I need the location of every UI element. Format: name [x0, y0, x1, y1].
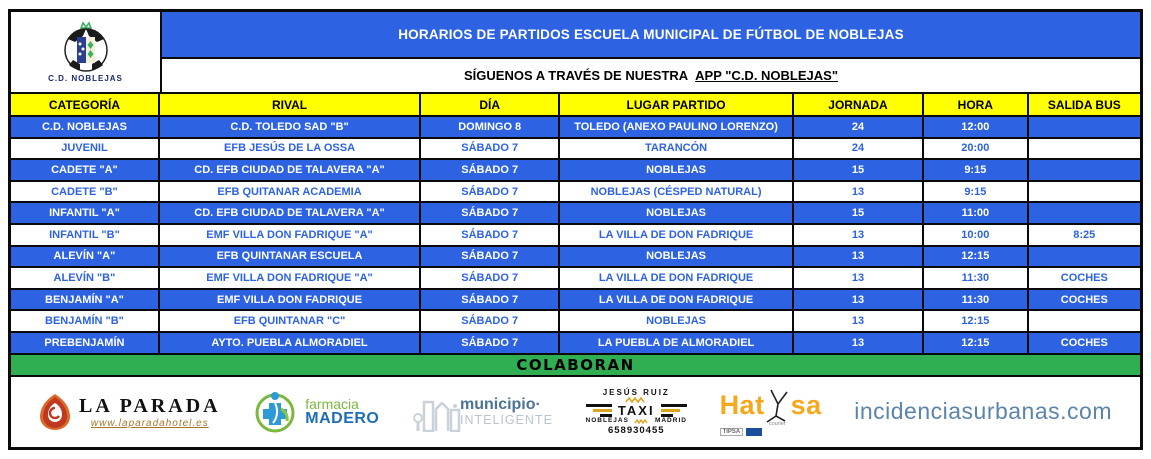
- table-header-row: [11, 94, 1140, 115]
- cell-jornada: 15: [794, 160, 922, 180]
- column-header: RIVAL: [160, 94, 419, 115]
- cell-rival: EMF VILLA DON FADRIQUE "A": [160, 225, 419, 245]
- cell-categoria: CADETE "B": [11, 182, 158, 202]
- column-header: HORA: [924, 94, 1027, 115]
- cell-hora: 12:15: [924, 311, 1027, 331]
- cell-hora: 9:15: [924, 182, 1027, 202]
- la-parada-url[interactable]: www.laparadahotel.es: [90, 417, 209, 429]
- cell-jornada: 13: [794, 268, 922, 288]
- cell-rival: EFB QUINTANAR "C": [160, 311, 419, 331]
- cell-jornada: 13: [794, 247, 922, 267]
- cell-lugar: LA PUEBLA DE ALMORADIEL: [560, 333, 792, 353]
- column-header: SALIDA BUS: [1029, 94, 1140, 115]
- table-row: [11, 268, 1140, 288]
- cell-hora: 12:15: [924, 247, 1027, 267]
- cell-dia: SÁBADO 7: [421, 160, 558, 180]
- header: [11, 12, 1140, 92]
- municipio-skyline-icon: [412, 392, 466, 432]
- table-row: [11, 182, 1140, 202]
- cell-hora: 20:00: [924, 139, 1027, 159]
- cell-salida_bus: [1029, 247, 1140, 267]
- hatysa-courier-label: courier: [768, 420, 786, 427]
- cell-dia: SÁBADO 7: [421, 182, 558, 202]
- hatysa-part2: sa: [790, 390, 822, 421]
- club-crest: [11, 12, 160, 92]
- sponsor-la-parada: [39, 393, 221, 431]
- cell-dia: SÁBADO 7: [421, 333, 558, 353]
- cell-hora: 9:15: [924, 160, 1027, 180]
- cell-categoria: INFANTIL "A": [11, 203, 158, 223]
- app-link[interactable]: APP "C.D. NOBLEJAS": [695, 68, 838, 83]
- cell-salida_bus: [1029, 203, 1140, 223]
- club-crest-icon: [57, 21, 115, 73]
- cell-jornada: 24: [794, 117, 922, 137]
- table-row: [11, 117, 1140, 137]
- column-header: JORNADA: [794, 94, 922, 115]
- schedule-sheet: [8, 9, 1143, 450]
- cell-rival: EFB QUITANAR ACADEMIA: [160, 182, 419, 202]
- cell-lugar: LA VILLA DE DON FADRIQUE: [560, 225, 792, 245]
- club-name: C.D. NOBLEJAS: [48, 74, 123, 83]
- taxi-word: TAXI: [617, 402, 655, 418]
- hatysa-blue-badge-icon: [746, 428, 762, 436]
- cell-dia: SÁBADO 7: [421, 203, 558, 223]
- cell-jornada: 13: [794, 333, 922, 353]
- cell-rival: CD. EFB CIUDAD DE TALAVERA "A": [160, 203, 419, 223]
- taxi-zigzag-icon: [625, 397, 647, 403]
- cell-salida_bus: COCHES: [1029, 290, 1140, 310]
- taxi-city-left: NOBLEJAS: [585, 417, 629, 425]
- table-row: [11, 203, 1140, 223]
- cell-salida_bus: COCHES: [1029, 268, 1140, 288]
- cell-rival: EFB QUINTANAR ESCUELA: [160, 247, 419, 267]
- cell-lugar: NOBLEJAS: [560, 247, 792, 267]
- cell-salida_bus: [1029, 160, 1140, 180]
- column-header: CATEGORÍA: [11, 94, 158, 115]
- cell-rival: EMF VILLA DON FADRIQUE: [160, 290, 419, 310]
- taxi-phone: 658930455: [607, 424, 665, 436]
- sponsor-municipio-inteligente: [412, 392, 553, 432]
- cell-categoria: PREBENJAMÍN: [11, 333, 158, 353]
- cell-hora: 12:00: [924, 117, 1027, 137]
- cell-rival: EMF VILLA DON FADRIQUE "A": [160, 268, 419, 288]
- sponsor-farmacia-madero: [253, 391, 379, 433]
- cell-jornada: 24: [794, 139, 922, 159]
- table-row: [11, 139, 1140, 159]
- farmacia-line2: MADERO: [305, 409, 380, 427]
- cell-jornada: 13: [794, 290, 922, 310]
- tipsa-badge: TIPSA: [720, 428, 744, 436]
- cell-hora: 12:15: [924, 333, 1027, 353]
- cell-salida_bus: [1029, 182, 1140, 202]
- cell-rival: C.D. TOLEDO SAD "B": [160, 117, 419, 137]
- la-parada-name: LA PARADA: [79, 394, 221, 417]
- hatysa-y-icon: [765, 388, 791, 424]
- cell-lugar: TOLEDO (ANEXO PAULINO LORENZO): [560, 117, 792, 137]
- la-parada-icon: [39, 393, 71, 431]
- cell-salida_bus: [1029, 311, 1140, 331]
- table-row: [11, 247, 1140, 267]
- sponsor-taxi-jesus-ruiz: [586, 389, 687, 436]
- taxi-city-right: MADRID: [654, 417, 687, 425]
- cell-lugar: NOBLEJAS: [560, 311, 792, 331]
- hatysa-part1: Hat: [719, 390, 765, 421]
- table-row: [11, 290, 1140, 310]
- page-title: HORARIOS DE PARTIDOS ESCUELA MUNICIPAL DE FÚTBOL DE NOBLEJAS: [162, 12, 1140, 57]
- cell-rival: EFB JESÚS DE LA OSSA: [160, 139, 419, 159]
- cell-lugar: TARANCÓN: [560, 139, 792, 159]
- taxi-owner: JESÚS RUIZ: [602, 387, 670, 397]
- sponsor-hatysa: [720, 388, 822, 437]
- follow-banner: [162, 59, 1140, 92]
- taxi-wing-right-icon: [661, 404, 687, 418]
- cell-dia: SÁBADO 7: [421, 225, 558, 245]
- sponsors-strip: [11, 377, 1140, 447]
- cell-hora: 11:00: [924, 203, 1027, 223]
- cell-hora: 10:00: [924, 225, 1027, 245]
- column-header: LUGAR PARTIDO: [560, 94, 792, 115]
- schedule-rows: [11, 117, 1140, 353]
- cell-dia: DOMINGO 8: [421, 117, 558, 137]
- cell-rival: CD. EFB CIUDAD DE TALAVERA "A": [160, 160, 419, 180]
- table-row: [11, 311, 1140, 331]
- column-header: DÍA: [421, 94, 558, 115]
- cell-lugar: NOBLEJAS: [560, 160, 792, 180]
- colaboran-banner: COLABORAN: [11, 355, 1140, 375]
- cell-categoria: INFANTIL "B": [11, 225, 158, 245]
- table-row: [11, 333, 1140, 353]
- cell-categoria: C.D. NOBLEJAS: [11, 117, 158, 137]
- farmacia-line1: farmacia: [305, 395, 359, 412]
- cell-categoria: BENJAMÍN "A": [11, 290, 158, 310]
- sponsor-incidenciasurbanas[interactable]: incidenciasurbanas.com: [854, 398, 1112, 425]
- cell-hora: 11:30: [924, 290, 1027, 310]
- cell-categoria: ALEVÍN "A": [11, 247, 158, 267]
- follow-text: SÍGUENOS A TRAVÉS DE NUESTRA: [464, 68, 689, 83]
- municipio-line2: INTELIGENTE: [459, 412, 553, 427]
- cell-lugar: LA VILLA DE DON FADRIQUE: [560, 268, 792, 288]
- municipio-line1: municipio·: [459, 395, 541, 413]
- cell-dia: SÁBADO 7: [421, 290, 558, 310]
- cell-jornada: 13: [794, 182, 922, 202]
- cell-dia: SÁBADO 7: [421, 139, 558, 159]
- cell-lugar: NOBLEJAS: [560, 203, 792, 223]
- cell-categoria: CADETE "A": [11, 160, 158, 180]
- cell-rival: AYTO. PUEBLA ALMORADIEL: [160, 333, 419, 353]
- taxi-wing-left-icon: [586, 404, 612, 418]
- cell-dia: SÁBADO 7: [421, 311, 558, 331]
- cell-dia: SÁBADO 7: [421, 268, 558, 288]
- cell-salida_bus: [1029, 139, 1140, 159]
- cell-dia: SÁBADO 7: [421, 247, 558, 267]
- cell-jornada: 15: [794, 203, 922, 223]
- farmacia-cross-icon: [253, 391, 297, 433]
- cell-salida_bus: [1029, 117, 1140, 137]
- cell-salida_bus: 8:25: [1029, 225, 1140, 245]
- cell-categoria: BENJAMÍN "B": [11, 311, 158, 331]
- cell-lugar: NOBLEJAS (CÉSPED NATURAL): [560, 182, 792, 202]
- cell-lugar: LA VILLA DE DON FADRIQUE: [560, 290, 792, 310]
- cell-salida_bus: COCHES: [1029, 333, 1140, 353]
- cell-categoria: ALEVÍN "B": [11, 268, 158, 288]
- table-row: [11, 225, 1140, 245]
- table-row: [11, 160, 1140, 180]
- cell-hora: 11:30: [924, 268, 1027, 288]
- taxi-zigzag-small-icon: [634, 419, 650, 424]
- cell-jornada: 13: [794, 225, 922, 245]
- cell-categoria: JUVENIL: [11, 139, 158, 159]
- cell-jornada: 13: [794, 311, 922, 331]
